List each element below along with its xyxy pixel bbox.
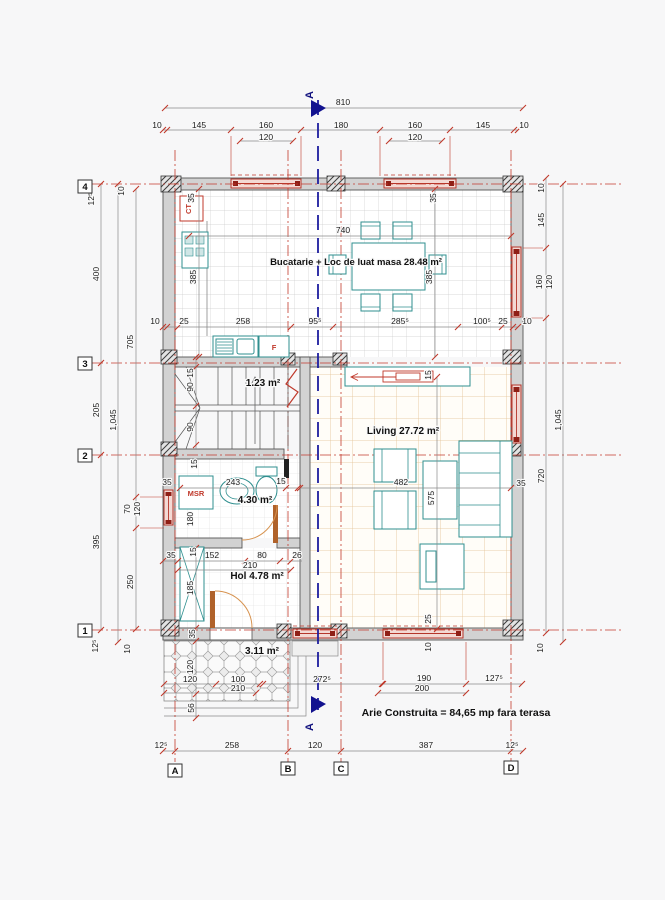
dim: 25: [423, 614, 433, 624]
front-door-leaf: [210, 591, 215, 628]
dim: 205: [91, 402, 101, 418]
dim: 35: [162, 477, 172, 487]
dim: 95⁵: [308, 316, 322, 326]
dim: 210: [242, 560, 258, 570]
dim: 15: [185, 368, 195, 378]
bath-door-leaf: [273, 505, 278, 543]
dim: 575: [426, 490, 436, 506]
sink-drainer: [216, 339, 233, 354]
dim: 258: [235, 316, 251, 326]
sofa: [459, 441, 512, 537]
dim: 120: [182, 674, 198, 684]
dim: 15: [276, 476, 286, 486]
grid-row-1: 1: [82, 626, 88, 637]
hall-label: Hol 4.78 m²: [230, 571, 284, 582]
dim: 385: [188, 269, 198, 285]
dim: 56: [186, 703, 196, 713]
sideboard: [345, 367, 470, 386]
dim: 25: [179, 316, 189, 326]
grid-row-4: 4: [82, 182, 88, 193]
dim: 160: [534, 274, 544, 290]
chair: [393, 222, 412, 239]
living-label: Living 27.72 m²: [366, 426, 440, 437]
kitchen-label: Bucatarie + Loc de luat masa 28.48 m²: [270, 257, 442, 268]
built-area-note: Arie Construita = 84,65 mp fara terasa: [361, 707, 551, 719]
dim: 387: [418, 740, 434, 750]
dim: 120: [258, 132, 274, 142]
dim: 10: [522, 316, 532, 326]
dim-total-width: 810: [335, 97, 351, 107]
fridge-label: F: [271, 343, 277, 352]
dim: 35: [186, 193, 196, 203]
dim: 180: [333, 120, 349, 130]
grid-col-A: A: [171, 766, 179, 777]
sink-bowl: [237, 339, 254, 354]
dim: 90: [185, 422, 195, 432]
dim: 127⁵: [485, 673, 503, 683]
dim: 35: [187, 629, 197, 639]
dim: 100⁵: [473, 316, 491, 326]
entry-stoop: [292, 641, 338, 656]
dim: 10: [116, 186, 126, 196]
dim: 12⁵: [505, 740, 519, 750]
dim: 120: [544, 274, 554, 290]
dim: 26: [292, 550, 302, 560]
armchair: [374, 491, 416, 529]
dim: 100: [230, 674, 246, 684]
dim: 35: [516, 478, 526, 488]
dim: 10: [152, 120, 162, 130]
dim: 120: [407, 132, 423, 142]
chair: [361, 294, 380, 311]
dim: 15: [423, 370, 433, 380]
wall-row2: [175, 449, 284, 459]
dim: 180: [185, 511, 195, 527]
dim: 400: [91, 266, 101, 282]
washer-label: MSR: [187, 489, 205, 498]
dim: 160: [258, 120, 274, 130]
dim: 145: [191, 120, 207, 130]
dim: 200: [414, 683, 430, 693]
dim: 272⁵: [313, 674, 331, 684]
dim: 25: [498, 316, 508, 326]
dim: 70: [122, 504, 132, 514]
dim: 705: [125, 334, 135, 350]
dim: 740: [335, 225, 351, 235]
grid-row-2: 2: [82, 451, 88, 462]
dim: 10: [150, 316, 160, 326]
wall-bath-hall-right: [277, 538, 300, 548]
dim: 12⁵: [154, 740, 168, 750]
tv: [426, 551, 436, 582]
section-label-top: A: [304, 91, 316, 99]
dim: 210: [230, 683, 246, 693]
chair: [361, 222, 380, 239]
toilet-tank: [256, 467, 277, 476]
wall-vertical: [300, 357, 310, 628]
dim: 258: [224, 740, 240, 750]
dim: 10: [423, 642, 433, 652]
dim: 145: [475, 120, 491, 130]
dim: 395: [91, 534, 101, 550]
grid-col-D: D: [507, 763, 515, 774]
dim: 120: [185, 659, 195, 675]
dim: 482: [393, 477, 409, 487]
grid-col-C: C: [337, 764, 345, 775]
boiler-label: CT: [184, 204, 193, 214]
chair: [393, 294, 412, 311]
dim: 12⁵: [90, 639, 100, 653]
dim: 120: [307, 740, 323, 750]
dim: 35: [166, 550, 176, 560]
coffee-table: [423, 461, 457, 519]
dim: 190: [416, 673, 432, 683]
wall-row3: [175, 357, 347, 367]
dim: 90: [185, 382, 195, 392]
dim: 10: [536, 183, 546, 193]
dim: 10: [535, 643, 545, 653]
dim: 1,045: [553, 409, 563, 431]
dim: 250: [125, 574, 135, 590]
dim: 160: [407, 120, 423, 130]
dim: 80: [257, 550, 267, 560]
dim: 35: [428, 193, 438, 203]
dim: 385: [424, 269, 434, 285]
dim: 285⁵: [391, 316, 409, 326]
dim: 10: [122, 644, 132, 654]
dim: 243: [225, 477, 241, 487]
dim: 185: [185, 580, 195, 596]
bath-label: 4.30 m²: [237, 495, 273, 506]
dim: 152: [204, 550, 220, 560]
section-label-bottom: A: [304, 723, 316, 731]
terrace-label: 3.11 m²: [245, 646, 279, 657]
dim: 12⁵: [86, 192, 96, 206]
dim: 10: [519, 120, 529, 130]
dim: 1,045: [108, 409, 118, 431]
grid-row-3: 3: [82, 359, 88, 370]
grid-col-B: B: [284, 764, 292, 775]
dim: 720: [536, 468, 546, 484]
dim: 15: [189, 459, 199, 469]
stairs-label: 1.23 m²: [245, 378, 281, 389]
dim: 15: [188, 547, 198, 557]
dim: 120: [132, 501, 142, 517]
dim: 145: [536, 212, 546, 228]
